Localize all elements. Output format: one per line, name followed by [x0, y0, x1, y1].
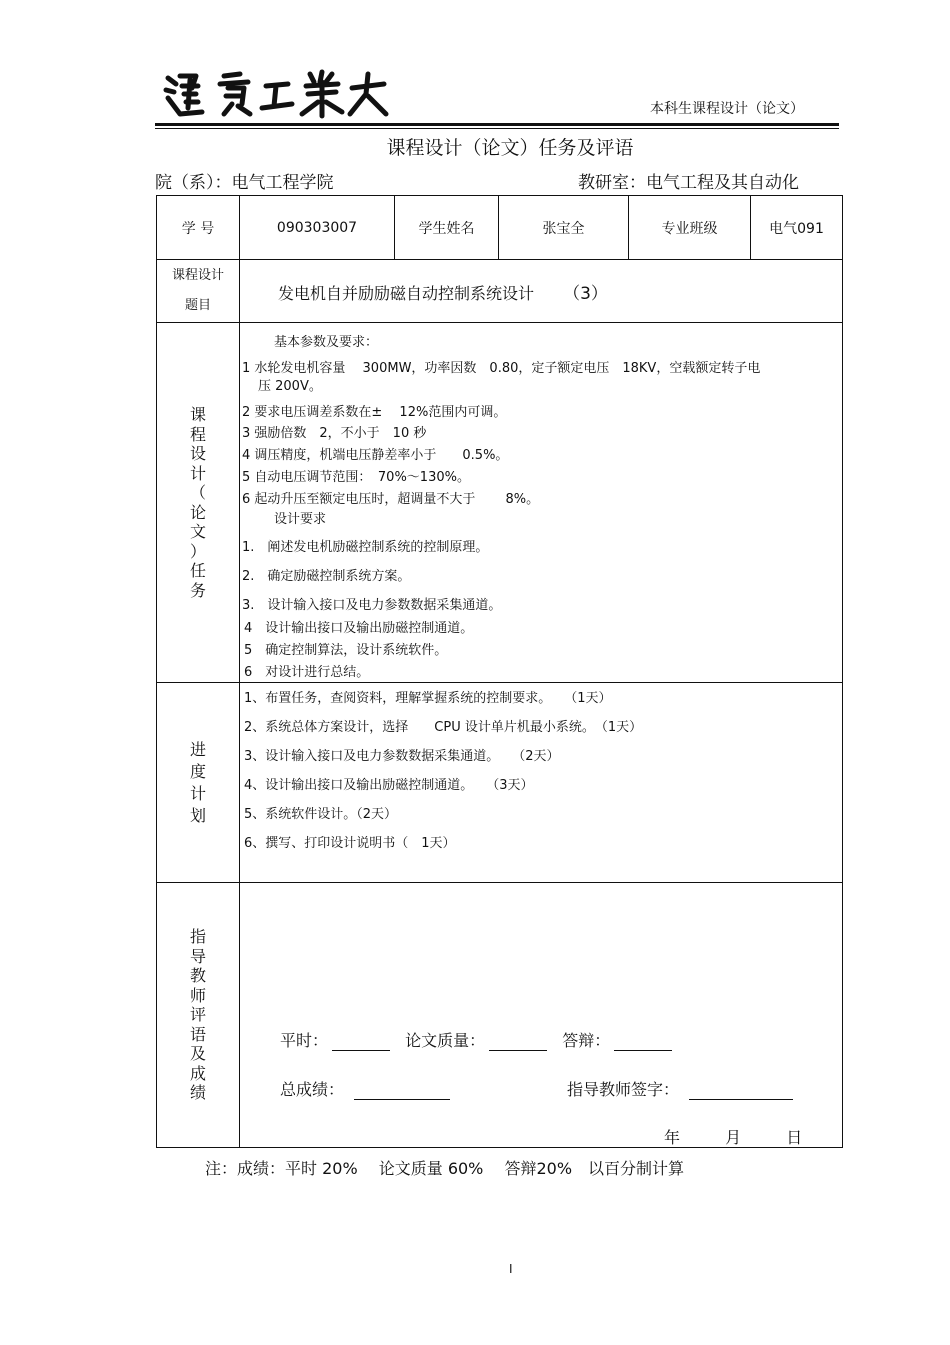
evaluation-label-char: 及	[189, 1044, 206, 1064]
schedule-line: 6、撰写、打印设计说明书（ 1天）	[244, 836, 456, 851]
task-row	[157, 323, 843, 683]
task-line: 压 200V。	[258, 379, 322, 394]
evaluation-label-char: 指	[189, 927, 206, 947]
schedule-label-char: 计	[189, 783, 206, 803]
task-line: 5 确定控制算法，设计系统软件。	[244, 643, 448, 658]
task-form-table	[156, 195, 843, 1148]
evaluation-label-char: 师	[189, 985, 206, 1005]
task-line: 3 强励倍数 2，不小于 10 秒	[242, 426, 427, 441]
year-label: 年	[664, 1128, 681, 1147]
task-line: 2. 确定励磁控制系统方案。	[242, 569, 411, 584]
topic-cell	[240, 260, 843, 323]
evaluation-label-char: 成	[189, 1063, 206, 1083]
signature-label: 指导教师签字：	[567, 1080, 680, 1099]
header-rule-thin	[155, 128, 839, 129]
task-line: 3. 设计输入接口及电力参数数据采集通道。	[242, 598, 502, 613]
usual-score-blank[interactable]	[332, 1050, 390, 1051]
page-number: I	[509, 1262, 513, 1276]
task-line: 4 设计输出接口及输出励磁控制通道。	[244, 621, 474, 636]
evaluation-label-char: 绩	[189, 1083, 206, 1103]
schedule-label	[157, 683, 240, 883]
task-line: 6 对设计进行总结。	[244, 665, 370, 680]
task-label-char: 务	[189, 580, 206, 600]
defense-score-label: 答辩：	[562, 1031, 611, 1050]
topic-number: （3）	[563, 283, 608, 304]
task-content	[240, 323, 843, 683]
department-label: 院（系）：电气工程学院	[155, 173, 334, 193]
date-line	[664, 1125, 802, 1148]
topic-row	[157, 260, 843, 323]
schedule-label-chars	[157, 739, 239, 827]
task-label-char: （	[189, 483, 206, 502]
university-logo	[162, 68, 392, 120]
task-line: 1. 阐述发电机励磁控制系统的控制原理。	[242, 540, 489, 555]
task-line: 6 起动升压至额定电压时，超调量不大于 8%。	[242, 492, 540, 507]
class-label: 专业班级	[629, 196, 751, 260]
task-line: 设计要求	[274, 512, 327, 527]
task-label	[157, 323, 240, 683]
quality-score-blank[interactable]	[489, 1050, 547, 1051]
schedule-line: 1、布置任务，查阅资料，理解掌握系统的控制要求。 （1天）	[244, 691, 612, 706]
evaluation-label-chars	[157, 927, 239, 1103]
signature-blank[interactable]	[689, 1099, 793, 1100]
task-label-char: 文	[189, 522, 206, 541]
student-no-value: 090303007	[240, 196, 395, 260]
defense-score-blank[interactable]	[614, 1050, 672, 1051]
signature-line	[567, 1077, 797, 1100]
schedule-content	[240, 683, 843, 883]
grading-note: 注：成绩：平时 20% 论文质量 60% 答辩20% 以百分制计算	[205, 1159, 685, 1178]
evaluation-label-char: 评	[189, 1005, 206, 1025]
header-rule-thick	[155, 123, 839, 126]
total-score-blank[interactable]	[354, 1099, 450, 1100]
total-score-label: 总成绩：	[280, 1080, 345, 1099]
student-no-label: 学 号	[157, 196, 240, 260]
task-line: 基本参数及要求：	[274, 335, 379, 350]
student-name-label: 学生姓名	[395, 196, 499, 260]
day-label: 日	[786, 1128, 803, 1147]
topic-label	[157, 260, 240, 323]
evaluation-content	[240, 883, 843, 1148]
task-line: 4 调压精度，机端电压静差率小于 0.5%。	[242, 448, 509, 463]
score-line-1	[280, 1028, 676, 1051]
month-label: 月	[725, 1128, 742, 1147]
class-value: 电气091	[751, 196, 843, 260]
task-label-char: 程	[189, 424, 206, 444]
evaluation-label-char: 导	[189, 946, 206, 966]
task-line: 5 自动电压调节范围： 70%～130%。	[242, 470, 470, 485]
task-line: 2 要求电压调差系数在± 12%范围内可调。	[242, 405, 507, 420]
schedule-line: 5、系统软件设计。（2天）	[244, 807, 398, 822]
schedule-line: 4、设计输出接口及输出励磁控制通道。 （3天）	[244, 778, 534, 793]
student-name-value: 张宝全	[499, 196, 629, 260]
task-label-char: 论	[189, 502, 206, 522]
quality-score-label: 论文质量：	[405, 1031, 486, 1050]
task-label-char: 任	[189, 561, 206, 580]
schedule-line: 2、系统总体方案设计，选择 CPU 设计单片机最小系统。 （1天）	[244, 720, 643, 735]
schedule-line: 3、设计输入接口及电力参数数据采集通道。 （2天）	[244, 749, 560, 764]
topic-label-line2: 题目	[184, 298, 211, 313]
office-label: 教研室：电气工程及其自动化	[578, 173, 799, 193]
usual-score-label: 平时：	[280, 1031, 329, 1050]
task-label-chars	[157, 405, 239, 600]
evaluation-label-char: 语	[189, 1024, 206, 1044]
student-info-row	[157, 196, 843, 260]
evaluation-row	[157, 883, 843, 1148]
topic-text: 发电机自并励励磁自动控制系统设计	[278, 283, 535, 303]
topic-label-line1: 课程设计	[171, 268, 224, 283]
task-label-char: 计	[189, 463, 206, 483]
evaluation-label	[157, 883, 240, 1148]
schedule-label-char: 划	[189, 805, 206, 825]
task-line: 1 水轮发电机容量 300MW，功率因数 0.80，定子额定电压 18KV，空载额定转子电	[242, 361, 761, 376]
evaluation-label-char: 教	[189, 966, 206, 986]
task-label-char: ）	[189, 541, 206, 561]
task-label-char: 课	[189, 405, 206, 424]
document-title: 课程设计（论文）任务及评语	[386, 137, 634, 159]
schedule-row	[157, 683, 843, 883]
task-label-char: 设	[189, 444, 206, 463]
header-right-text: 本科生课程设计（论文）	[650, 101, 804, 117]
schedule-label-char: 度	[189, 761, 206, 781]
schedule-label-char: 进	[189, 739, 206, 759]
score-line-2	[280, 1077, 454, 1100]
